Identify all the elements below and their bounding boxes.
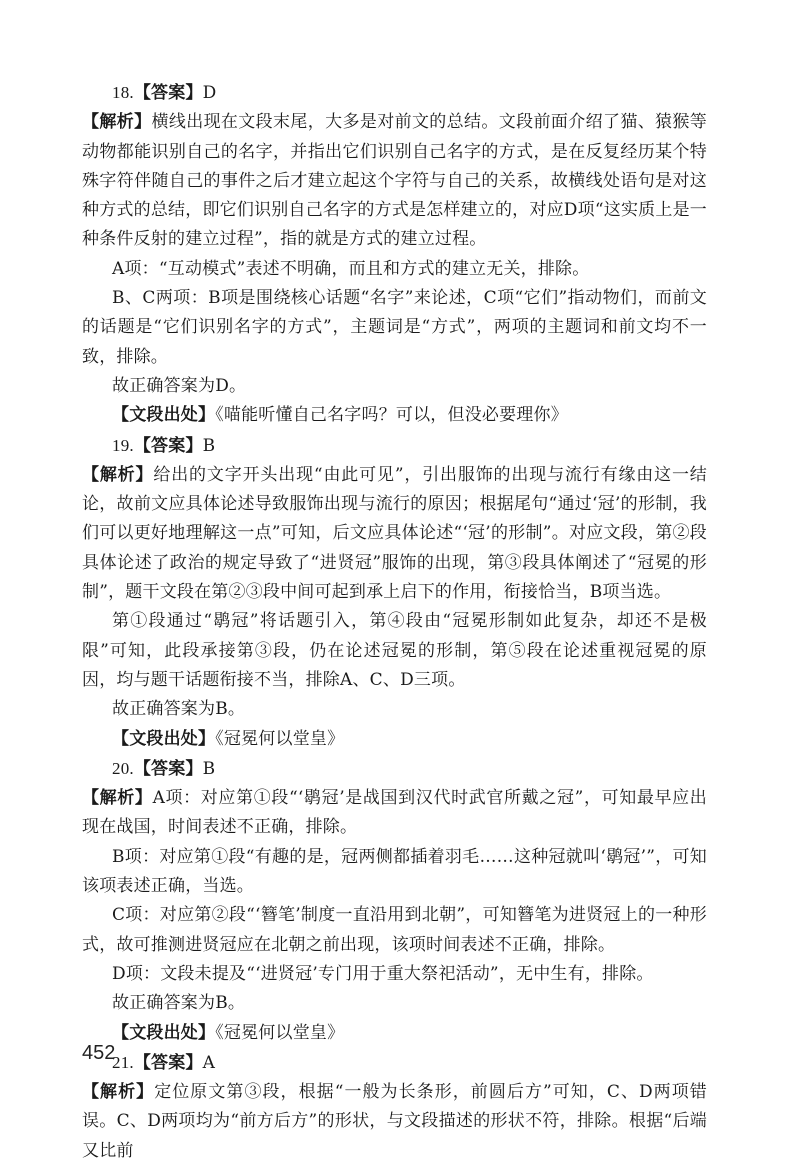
answer-key-page <box>82 78 707 1166</box>
analysis-label: 【解析】 <box>82 1082 155 1103</box>
question-21 <box>82 1048 707 1166</box>
answer-line <box>82 431 707 461</box>
source-line <box>82 725 707 754</box>
question-19 <box>82 431 707 754</box>
source-line <box>82 1019 707 1048</box>
source-label: 【文段出处】 <box>112 1022 216 1043</box>
answer-label: 【答案】 <box>133 758 203 779</box>
paragraph: 故正确答案为B。 <box>112 699 246 720</box>
answer-value: D <box>202 83 217 103</box>
answer-line <box>82 78 707 108</box>
analysis-label: 【解析】 <box>82 112 152 133</box>
paragraph: 故正确答案为B。 <box>112 993 246 1014</box>
analysis-paragraph <box>82 1078 707 1166</box>
source-title: 《喵能听懂自己名字吗？可以，但没必要理你》 <box>215 405 568 426</box>
source-label: 【文段出处】 <box>112 405 216 426</box>
paragraph: B项：对应第①段“有趣的是，冠两侧都插着羽毛……这种冠就叫‘鹖冠’”，可知该项表述正确，当选。 <box>82 846 707 897</box>
paragraph: C项：对应第②段“‘簪笔’制度一直沿用到北朝”，可知簪笔为进贤冠上的一种形式，故可推测进贤冠应在北朝之前出现，该项时间表述不正确，排除。 <box>82 905 707 955</box>
question-20 <box>82 754 707 1048</box>
source-title: 《冠冕何以堂皇》 <box>215 1022 345 1043</box>
question-number: 19. <box>112 435 134 455</box>
analysis-label: 【解析】 <box>82 464 154 485</box>
paragraph: 故正确答案为D。 <box>112 375 247 396</box>
page-number: 452 <box>82 1042 116 1064</box>
paragraph: 第①段通过“鹖冠”将话题引入，第④段由“冠冕形制如此复杂，却还不是极限”可知，此段承接第③段，仍在论述冠冕的形制，第⑤段在论述重视冠冕的原因，均与题干话题衔接不当，排除A、C、D三项。 <box>82 611 707 690</box>
answer-label: 【答案】 <box>133 83 203 103</box>
answer-value: B <box>202 435 216 456</box>
answer-label: 【答案】 <box>133 1052 203 1073</box>
analysis-label: 【解析】 <box>82 788 153 809</box>
analysis-text: 横线出现在文段末尾，大多是对前文的总结。文段前面介绍了猫、猿猴等动物都能识别自己的名字，并指出它们识别自己名字的方式，是在反复经历某个特殊字符伴随自己的事件之后才建立起这个字符与自己的关系，故横线处语句是对这种方式的总结，即它们识别自己名字的方式是怎样建立的，对应D项“这实质上是一种条件反射的建立过程”，指的就是方式的建立过程。 <box>82 112 707 250</box>
question-18 <box>82 78 707 431</box>
paragraph: A项：“互动模式”表述不明确，而且和方式的建立无关，排除。 <box>112 258 590 279</box>
paragraph: D项：文段未提及“‘进贤冠’专门用于重大祭祀活动”，无中生有，排除。 <box>112 963 654 984</box>
source-label: 【文段出处】 <box>112 728 216 749</box>
analysis-text: A项：对应第①段“‘鹖冠’是战国到汉代时武官所戴之冠”，可知最早应出现在战国，时间表述不正确，排除。 <box>82 788 707 838</box>
question-number: 21. <box>112 1052 134 1072</box>
source-title: 《冠冕何以堂皇》 <box>215 728 345 749</box>
answer-value: A <box>202 1052 216 1073</box>
question-number: 20. <box>112 758 134 778</box>
analysis-text: 定位原文第③段，根据“一般为长条形，前圆后方”可知，C、D两项错误。C、D两项均为“前方后方”的形状，与文段描述的形状不符，排除。根据“后端又比前 <box>82 1082 707 1161</box>
paragraph: B、C两项：B项是围绕核心话题“名字”来论述，C项“它们”指动物们，而前文的话题是“它们识别名字的方式”，主题词是“方式”，两项的主题词和前文均不一致，排除。 <box>82 288 707 367</box>
question-number: 18. <box>112 83 134 102</box>
answer-line <box>82 1048 707 1078</box>
analysis-paragraph <box>82 461 707 607</box>
analysis-paragraph <box>82 784 707 843</box>
answer-value: B <box>202 758 216 779</box>
answer-label: 【答案】 <box>133 435 203 456</box>
analysis-text: 给出的文字开头出现“由此可见”，引出服饰的出现与流行有缘由这一结论，故前文应具体论述导致服饰出现与流行的原因；根据尾句“通过‘冠’的形制，我们可以更好地理解这一点”可知，后文应具体论述“‘冠’的形制”。对应文段，第②段具体论述了政治的规定导致了“进贤冠”服饰的出现，第③段具体阐述了“冠冕的形制”，题干文段在第②③段中间可起到承上启下的作用，衔接恰当，B项当选。 <box>82 464 708 603</box>
analysis-paragraph <box>82 108 707 254</box>
answer-line <box>82 754 707 784</box>
source-line <box>82 401 707 430</box>
